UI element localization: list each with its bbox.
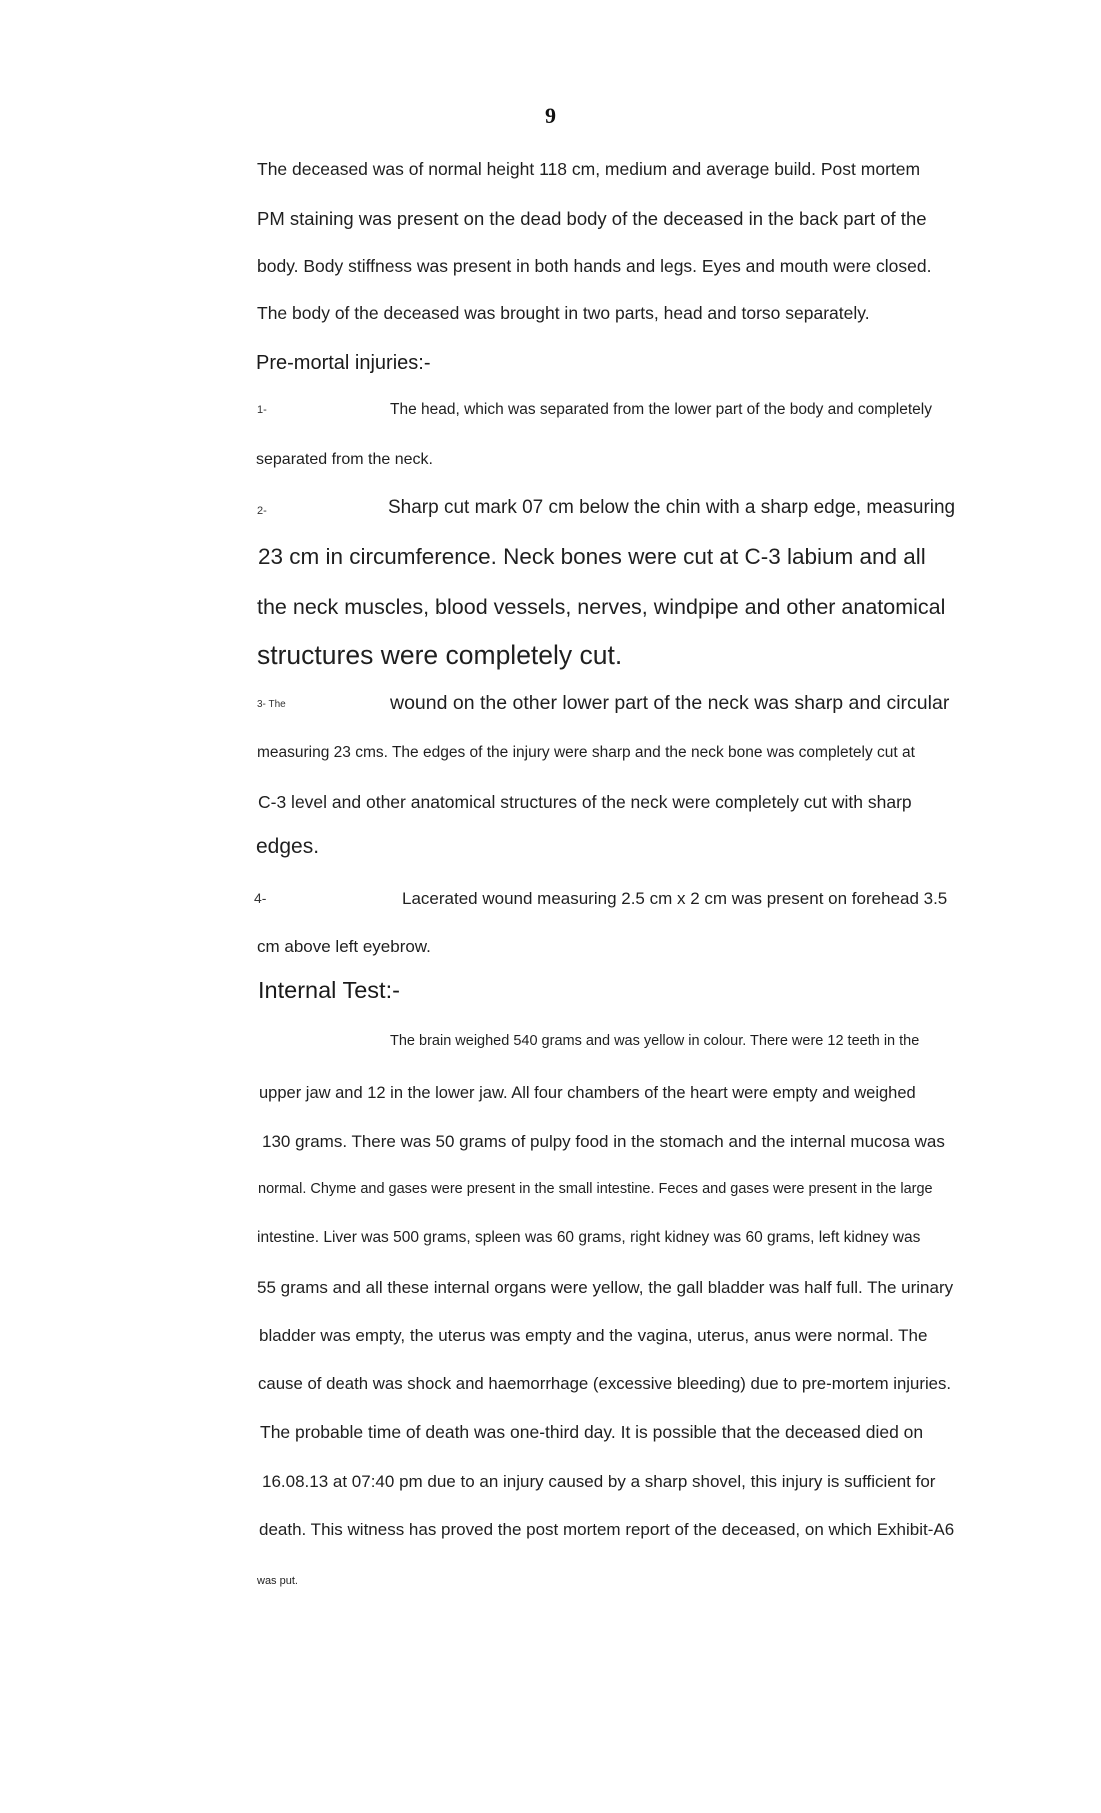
injury-2-line: structures were completely cut.	[257, 640, 623, 670]
injury-1-first-line: The head, which was separated from the lower part of the body and completely	[390, 401, 932, 418]
injury-1-number: 1-	[257, 404, 267, 416]
internal-line: bladder was empty, the uterus was empty and the vagina, uterus, anus were normal. The	[259, 1326, 928, 1345]
injury-2-number: 2-	[257, 505, 267, 517]
internal-heading: Internal Test:-	[258, 977, 400, 1003]
injury-3-line: measuring 23 cms. The edges of the injury were sharp and the neck bone was completely cut at	[257, 744, 915, 761]
internal-line: normal. Chyme and gases were present in the small intestine. Feces and gases were present in the large	[258, 1181, 933, 1197]
injury-2-line: the neck muscles, blood vessels, nerves, windpipe and other anatomical	[257, 595, 946, 619]
injury-3-line: C-3 level and other anatomical structures of the neck were completely cut with sharp	[258, 792, 912, 812]
intro-line: body. Body stiffness was present in both hands and legs. Eyes and mouth were closed.	[257, 256, 932, 276]
intro-line: The deceased was of normal height 118 cm, medium and average build. Post mortem	[257, 159, 921, 179]
internal-line: was put.	[257, 1575, 298, 1587]
internal-line: 55 grams and all these internal organs were yellow, the gall bladder was half full. The urinary	[257, 1278, 954, 1297]
internal-line: intestine. Liver was 500 grams, spleen was 60 grams, right kidney was 60 grams, left kidney was	[257, 1229, 921, 1246]
injury-3-first-line: wound on the other lower part of the neck was sharp and circular	[390, 692, 950, 714]
internal-line: 130 grams. There was 50 grams of pulpy food in the stomach and the internal mucosa was	[262, 1132, 945, 1151]
internal-line: The probable time of death was one-third day. It is possible that the deceased died on	[260, 1422, 924, 1442]
intro-line: PM staining was present on the dead body of the deceased in the back part of the	[257, 208, 927, 229]
intro-line: The body of the deceased was brought in two parts, head and torso separately.	[257, 303, 870, 323]
injury-2-line: 23 cm in circumference. Neck bones were cut at C-3 labium and all	[258, 544, 926, 569]
page-number: 9	[545, 103, 556, 128]
internal-first-line: The brain weighed 540 grams and was yellow in colour. There were 12 teeth in the	[390, 1033, 920, 1049]
injury-4-first-line: Lacerated wound measuring 2.5 cm x 2 cm was present on forehead 3.5	[402, 889, 948, 908]
injury-3-line: edges.	[256, 835, 320, 858]
injury-3-number: 3- The	[257, 699, 286, 710]
injury-1-line: separated from the neck.	[256, 451, 433, 468]
injury-2-first-line: Sharp cut mark 07 cm below the chin with a sharp edge, measuring	[388, 497, 956, 518]
internal-line: death. This witness has proved the post mortem report of the deceased, on which Exhibit-A6	[259, 1520, 955, 1539]
internal-line: 16.08.13 at 07:40 pm due to an injury caused by a sharp shovel, this injury is sufficient for	[262, 1472, 936, 1491]
premortal-heading: Pre-mortal injuries:-	[256, 352, 431, 374]
injury-4-line: cm above left eyebrow.	[257, 937, 431, 956]
injury-4-number: 4-	[254, 890, 267, 906]
internal-line: upper jaw and 12 in the lower jaw. All four chambers of the heart were empty and weighed	[259, 1084, 916, 1102]
internal-line: cause of death was shock and haemorrhage (excessive bleeding) due to pre-mortem injuries.	[258, 1374, 952, 1393]
